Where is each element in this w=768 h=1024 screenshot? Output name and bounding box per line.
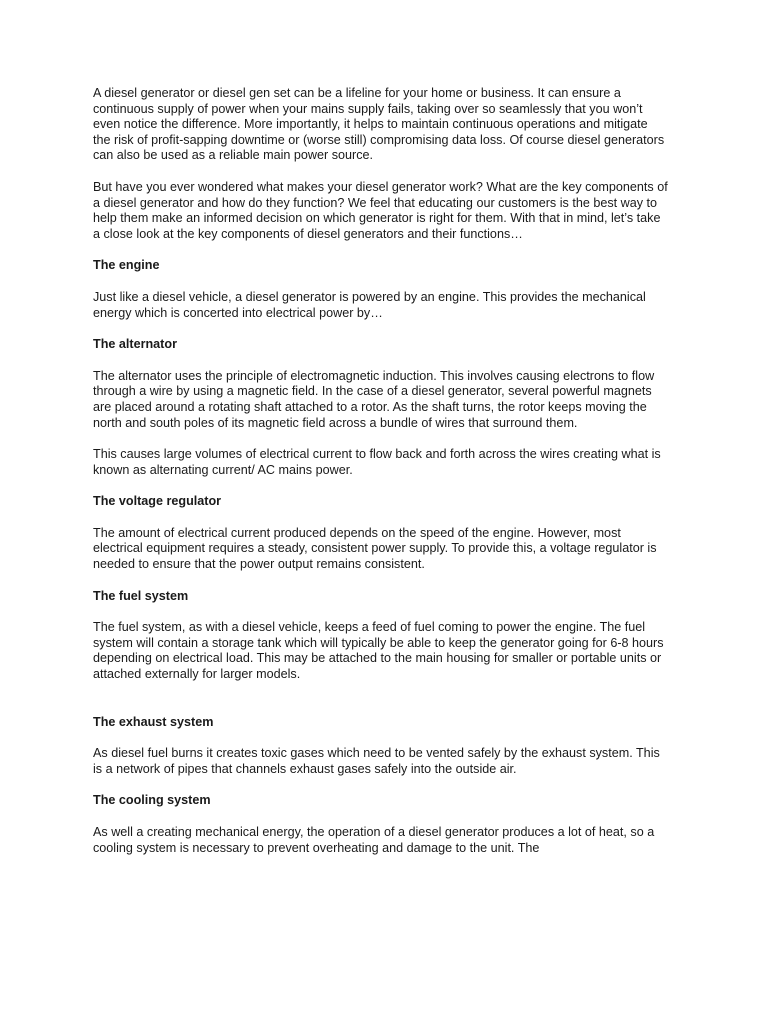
voltage-regulator-paragraph: The amount of electrical current produced depends on the speed of the engine. However, most electrical equipment requires a steady, consistent power supply. To provide this, a voltage regulator is needed to ensure that the power output remains consistent. [93, 525, 657, 572]
section-heading-engine: The engine [93, 258, 160, 273]
intro-paragraph-1: A diesel generator or diesel gen set can be a lifeline for your home or business. It can ensure a continuous supply of power when your mains supply fails, taking over so seamlessly that you won’t even notice the difference. More importantly, it helps to maintain continuous operations and mitigate the risk of profit-sapping downtime or (worse still) compromising data loss. Of course diesel generators can also be used as a reliable main power source. [93, 86, 665, 163]
cooling-system-paragraph: As well a creating mechanical energy, the operation of a diesel generator produces a lot of heat, so a cooling system is necessary to prevent overheating and damage to the unit. The [93, 825, 655, 855]
alternator-paragraph-2: This causes large volumes of electrical current to flow back and forth across the wires creating what is known as alternating current/ AC mains power. [93, 447, 661, 477]
intro-paragraph-2: But have you ever wondered what makes your diesel generator work? What are the key components of a diesel generator and how do they function? We feel that educating our customers is the best way to help them make an informed decision on which generator is right for them. With that in mind, let’s take a close look at the key components of diesel generators and their functions… [93, 179, 668, 241]
section-heading-cooling-system: The cooling system [93, 793, 211, 808]
section-heading-fuel-system: The fuel system [93, 588, 189, 603]
section-heading-alternator: The alternator [93, 337, 177, 352]
section-heading-voltage-regulator: The voltage regulator [93, 494, 222, 509]
exhaust-system-paragraph: As diesel fuel burns it creates toxic gases which need to be vented safely by the exhaust system. This is a network of pipes that channels exhaust gases safely into the outside air. [93, 746, 660, 776]
engine-paragraph: Just like a diesel vehicle, a diesel generator is powered by an engine. This provides the mechanical energy which is concerted into electrical power by… [93, 289, 646, 320]
fuel-system-paragraph: The fuel system, as with a diesel vehicle, keeps a feed of fuel coming to power the engine. The fuel system will contain a storage tank which will typically be able to keep the generator going for 6-8 hours depending on electrical load. This may be attached to the main housing for smaller or portable units or attached externally for larger models. [93, 620, 664, 682]
document-page [93, 86, 668, 872]
alternator-paragraph-1: The alternator uses the principle of electromagnetic induction. This involves causing electrons to flow through a wire by using a magnetic field. In the case of a diesel generator, several powerful magnets are placed around a rotating shaft attached to a rotor. As the shaft turns, the rotor keeps moving the north and south poles of its magnetic field across a bundle of wires that surround them. [93, 368, 655, 430]
section-heading-exhaust-system: The exhaust system [93, 714, 214, 729]
